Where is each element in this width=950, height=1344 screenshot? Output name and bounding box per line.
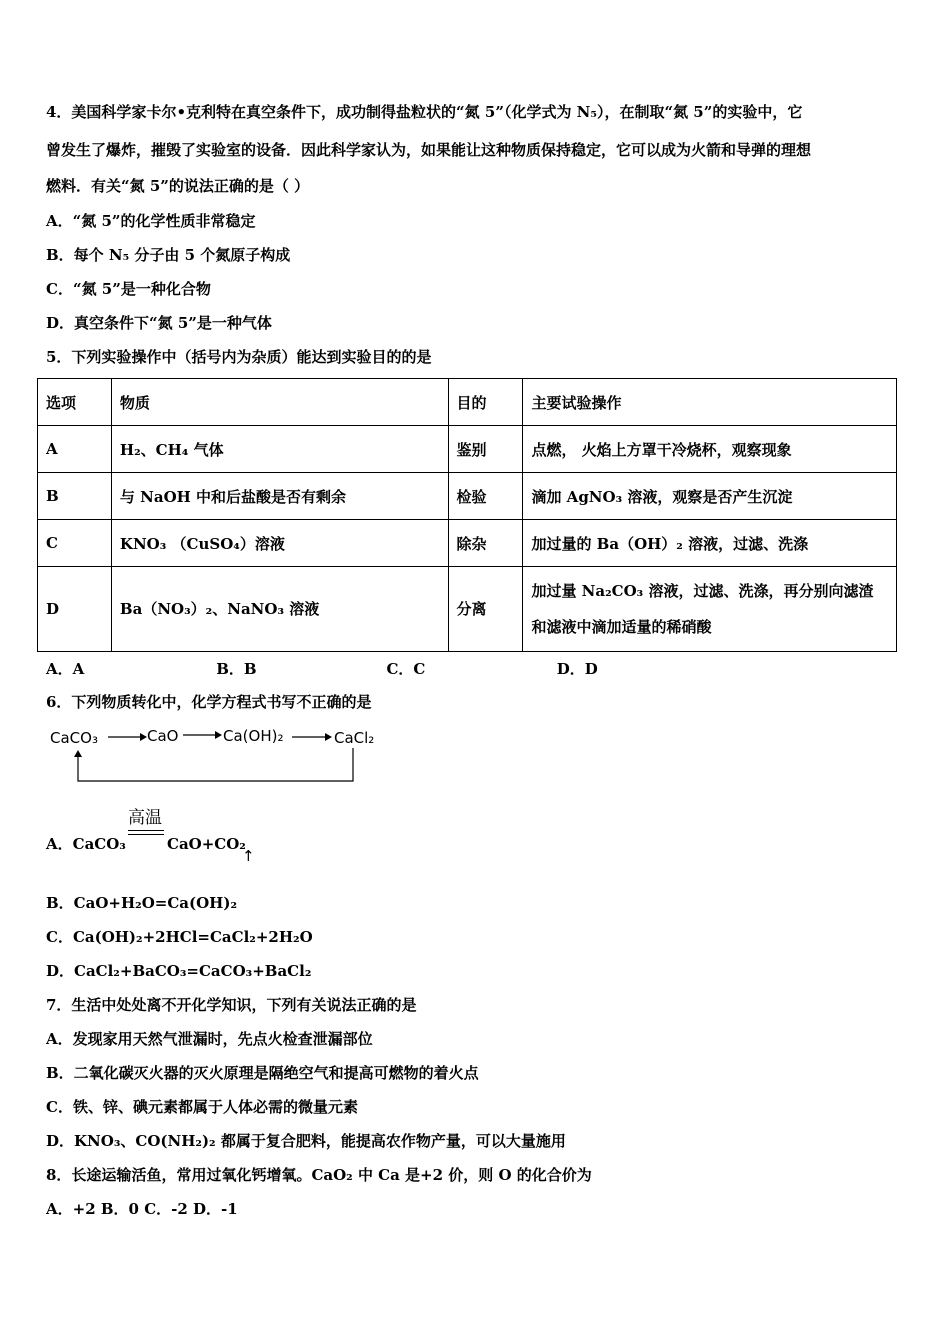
table-row (38, 520, 897, 567)
table-cell: 加过量的 Ba（OH）₂ 溶液，过滤、洗涤 (523, 520, 897, 567)
table-row (38, 426, 897, 473)
reaction-condition: 高温 (128, 808, 162, 828)
table-header: 目的 (448, 379, 523, 426)
q5-options (46, 658, 846, 679)
table-cell: 与 NaOH 中和后盐酸是否有剩余 (111, 473, 448, 520)
q6-stem: 6．下列物质转化中，化学方程式书写不正确的是 (46, 693, 372, 711)
q7-stem: 7．生活中处处离不开化学知识，下列有关说法正确的是 (46, 996, 417, 1014)
arrow-head (325, 733, 332, 741)
q4-option-b: B．每个 N₅ 分子由 5 个氮原子构成 (46, 246, 291, 264)
table-cell: H₂、CH₄ 气体 (111, 426, 448, 473)
table-cell: 点燃， 火焰上方罩干冷烧杯，观察现象 (523, 426, 897, 473)
table-header: 选项 (38, 379, 112, 426)
table-cell: 分离 (448, 567, 523, 652)
diagram-cao: CaO (147, 727, 179, 745)
q5-stem: 5．下列实验操作中（括号内为杂质）能达到实验目的的是 (46, 348, 432, 366)
q4-option-d: D．真空条件下“氮 5”是一种气体 (46, 314, 272, 332)
q7-option-a: A．发现家用天然气泄漏时，先点火检查泄漏部位 (46, 1030, 373, 1048)
table-cell: C (38, 520, 112, 567)
return-arrow-head (74, 750, 82, 757)
table-row (38, 473, 897, 520)
q6-option-b: B．CaO+H₂O=Ca(OH)₂ (46, 894, 238, 912)
diagram-caoh2: Ca(OH)₂ (223, 727, 284, 745)
table-cell: D (38, 567, 112, 652)
q4-option-c: C．“氮 5”是一种化合物 (46, 280, 211, 298)
q4-stem-line2: 曾发生了爆炸，摧毁了实验室的设备．因此科学家认为，如果能让这种物质保持稳定，它可以成为火箭和导弹的理想 (46, 141, 812, 159)
table-row (38, 567, 897, 652)
table-header: 物质 (111, 379, 448, 426)
q4-option-a: A．“氮 5”的化学性质非常稳定 (46, 212, 256, 230)
table-cell: 除杂 (448, 520, 523, 567)
q6-option-c: C．Ca(OH)₂+2HCl=CaCl₂+2H₂O (46, 928, 313, 946)
q4-stem-line1: 4．美国科学家卡尔•克利特在真空条件下，成功制得盐粒状的“氮 5”（化学式为 N₅），在制取“氮 5”的实验中，它 (46, 103, 803, 121)
q5-option-c: C．C (386, 660, 426, 678)
equals-bar-top (128, 830, 164, 831)
diagram-caco3: CaCO₃ (50, 729, 98, 747)
table-cell: Ba（NO₃）₂、NaNO₃ 溶液 (111, 567, 448, 652)
q4-stem-line3: 燃料．有关“氮 5”的说法正确的是（ ） (46, 177, 310, 195)
table-cell: KNO₃ （CuSO₄）溶液 (111, 520, 448, 567)
arrow-head (140, 733, 147, 741)
table-cell: 检验 (448, 473, 523, 520)
conversion-diagram (40, 720, 400, 790)
table-cell: 滴加 AgNO₃ 溶液，观察是否产生沉淀 (523, 473, 897, 520)
q7-option-c: C．铁、锌、碘元素都属于人体必需的微量元素 (46, 1098, 358, 1116)
gas-arrow-icon: ↑ (242, 847, 255, 865)
q6-option-d: D．CaCl₂+BaCO₃=CaCO₃+BaCl₂ (46, 962, 312, 980)
q5-table (37, 378, 897, 652)
table-header-row (38, 379, 897, 426)
table-header: 主要试验操作 (523, 379, 897, 426)
q7-option-b: B．二氧化碳灭火器的灭火原理是隔绝空气和提高可燃物的着火点 (46, 1064, 479, 1082)
table-cell: 鉴别 (448, 426, 523, 473)
q6-option-a-suffix: CaO+CO₂ (167, 835, 246, 853)
arrow-head (215, 731, 222, 739)
q8-stem: 8．长途运输活鱼，常用过氧化钙增氧。CaO₂ 中 Ca 是+2 价，则 O 的化合价为 (46, 1166, 592, 1184)
diagram-cacl2: CaCl₂ (334, 729, 375, 747)
return-arrow-line (78, 748, 353, 781)
equals-bar-bottom (128, 834, 164, 835)
table-cell: A (38, 426, 112, 473)
q5-option-b: B．B (216, 660, 257, 678)
q6-option-a-prefix: A．CaCO₃ (46, 835, 126, 853)
q7-option-d: D．KNO₃、CO(NH₂)₂ 都属于复合肥料，能提高农作物产量，可以大量施用 (46, 1132, 566, 1150)
q8-options: A．+2 B．0 C．-2 D．-1 (46, 1200, 238, 1218)
table-cell: 加过量 Na₂CO₃ 溶液，过滤、洗涤，再分别向滤渣和滤液中滴加适量的稀硝酸 (523, 567, 897, 652)
table-cell: B (38, 473, 112, 520)
q5-option-d: D．D (556, 660, 598, 678)
q5-option-a: A．A (46, 660, 85, 678)
